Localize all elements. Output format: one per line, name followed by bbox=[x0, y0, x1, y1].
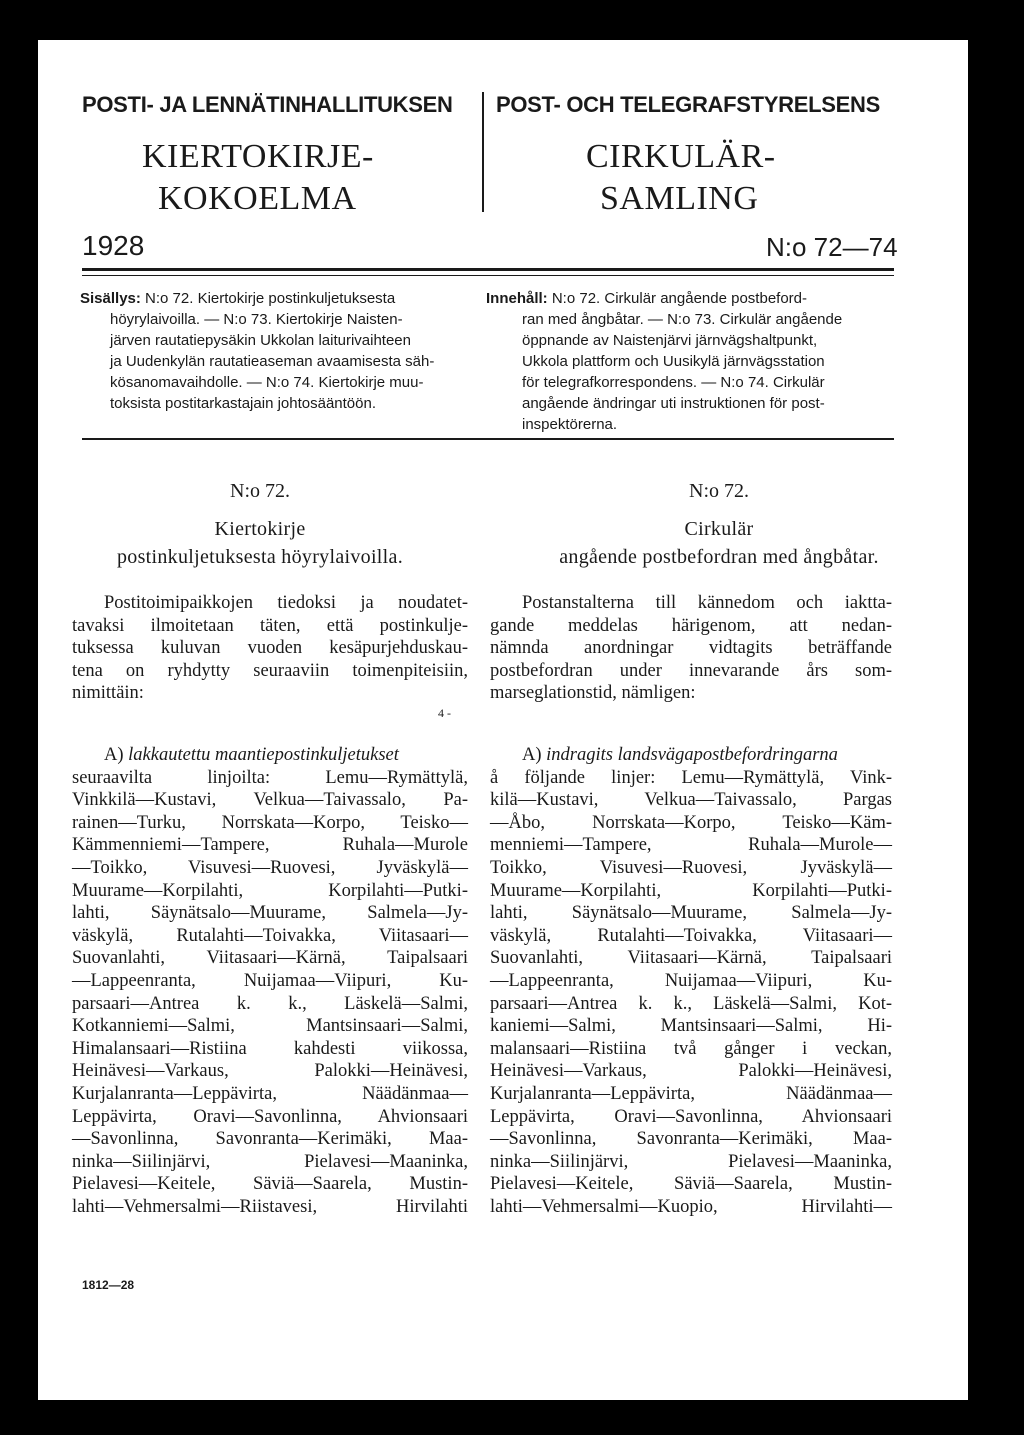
swedish-intro-line: Postanstalterna till kännedom och iaktta- bbox=[522, 593, 892, 613]
finnish-section-a-line: Vinkkilä—Kustavi, Velkua—Taivassalo, Pa- bbox=[72, 790, 468, 811]
finnish-section-a-heading: lakkautettu maantiepostinkuljetukset bbox=[128, 745, 399, 765]
swedish-contents bbox=[486, 288, 906, 435]
finnish-circular-number: N:o 72. bbox=[230, 480, 290, 502]
swedish-section-a-line: menniemi—Tampere, Ruhala—Murole— bbox=[490, 835, 892, 856]
swedish-section-a-line: —Åbo, Norrskata—Korpo, Teisko—Käm- bbox=[490, 812, 892, 833]
swedish-section-a-line: ninka—Siilinjärvi, Pielavesi—Maaninka, bbox=[490, 1151, 892, 1172]
finnish-section-a-line: lahti—Vehmersalmi—Riistavesi, Hirvilahti bbox=[72, 1196, 468, 1217]
swedish-section-a-line: kilä—Kustavi, Velkua—Taivassalo, Pargas bbox=[490, 790, 892, 811]
document-page bbox=[38, 40, 968, 1400]
swedish-section-a-line: Muurame—Korpilahti, Korpilahti—Putki- bbox=[490, 880, 892, 901]
swedish-section-a-line: Toikko, Visuvesi—Ruovesi, Jyväskylä— bbox=[490, 857, 892, 878]
swedish-section-a-line: kaniemi—Salmi, Mantsinsaari—Salmi, Hi- bbox=[490, 1016, 892, 1037]
publication-year: 1928 bbox=[82, 230, 145, 261]
finnish-section-a-line: lahti, Säynätsalo—Muurame, Salmela—Jy- bbox=[72, 903, 468, 924]
finnish-circular-subtitle: postinkuljetuksesta höyrylaivoilla. bbox=[116, 546, 404, 568]
swedish-section-a-line: —Savonlinna, Savonranta—Kerimäki, Maa- bbox=[490, 1129, 892, 1150]
swedish-section-a-line: Heinävesi—Varkaus, Palokki—Heinävesi, bbox=[490, 1061, 892, 1082]
swedish-section-a-line: lahti, Säynätsalo—Muurame, Salmela—Jy- bbox=[490, 903, 892, 924]
swedish-section-a-line: —Lappeenranta, Nuijamaa—Viipuri, Ku- bbox=[490, 970, 892, 991]
finnish-contents-line: N:o 72. Kiertokirje postinkuljetuksesta bbox=[145, 290, 396, 307]
swedish-contents-line: N:o 72. Cirkulär angående postbeford- bbox=[551, 290, 807, 307]
print-code: 1812—28 bbox=[82, 1278, 135, 1292]
contents-rule bbox=[82, 438, 894, 440]
swedish-circular-subtitle: angående postbefordran med ångbåtar. bbox=[559, 546, 879, 568]
swedish-title-line2: SAMLING bbox=[600, 180, 759, 217]
finnish-section-a-line: rainen—Turku, Norrskata—Korpo, Teisko— bbox=[72, 812, 468, 833]
swedish-section-a-line: lahti—Vehmersalmi—Kuopio, Hirvilahti— bbox=[490, 1196, 892, 1217]
finnish-intro-line: tavaksi ilmoitetaan täten, että postinkulje- bbox=[72, 615, 468, 636]
finnish-section-a-line: väskylä, Rutalahti—Toivakka, Viitasaari— bbox=[72, 925, 468, 946]
finnish-contents-line: kösanomavaihdolle. — N:o 74. Kiertokirje muu- bbox=[110, 374, 424, 391]
finnish-intro-line: tena on ryhdytty seuraaviin toimenpiteisiin, bbox=[72, 660, 468, 681]
finnish-section-a-line: —Toikko, Visuvesi—Ruovesi, Jyväskylä— bbox=[72, 857, 468, 878]
finnish-section-a-line: Leppävirta, Oravi—Savonlinna, Ahvionsaari bbox=[72, 1106, 468, 1127]
finnish-section-a-line: Kämmenniemi—Tampere, Ruhala—Murole bbox=[72, 835, 468, 856]
finnish-section-a-line: —Savonlinna, Savonranta—Kerimäki, Maa- bbox=[72, 1129, 468, 1150]
finnish-section-a-line: Pielavesi—Keitele, Säviä—Saarela, Mustin- bbox=[72, 1174, 468, 1195]
finnish-title-line1: KIERTOKIRJE- bbox=[142, 138, 374, 175]
finnish-section-a-line: Suovanlahti, Viitasaari—Kärnä, Taipalsaari bbox=[72, 948, 468, 969]
swedish-intro-line: gande meddelas härigenom, att nedan- bbox=[490, 615, 892, 636]
finnish-contents-line: höyrylaivoilla. — N:o 73. Kiertokirje Naisten- bbox=[110, 311, 403, 328]
swedish-contents-line: för telegrafkorrespondens. — N:o 74. Cirkulär bbox=[522, 374, 825, 391]
swedish-authority-heading: POST- OCH TELEGRAFSTYRELSENS bbox=[496, 92, 880, 117]
swedish-contents-line: inspektörerna. bbox=[522, 416, 618, 433]
swedish-section-a bbox=[490, 744, 892, 1218]
finnish-authority-heading: POSTI- JA LENNÄTINHALLITUKSEN bbox=[82, 92, 453, 117]
finnish-intro-paragraph bbox=[72, 592, 468, 705]
finnish-circular-title: Kiertokirje bbox=[214, 518, 306, 540]
swedish-section-a-line: väskylä, Rutalahti—Toivakka, Viitasaari— bbox=[490, 925, 892, 946]
margin-mark: 4 - bbox=[438, 706, 451, 720]
masthead-rule-thin bbox=[82, 275, 894, 276]
finnish-section-a-line: Kurjalanranta—Leppävirta, Näädänmaa— bbox=[72, 1083, 468, 1104]
circular-number-range: N:o 72—74 bbox=[766, 232, 898, 262]
finnish-section-a-prefix: A) bbox=[104, 745, 124, 765]
swedish-section-a-line: Pielavesi—Keitele, Säviä—Saarela, Mustin- bbox=[490, 1174, 892, 1195]
finnish-intro-line: Postitoimipaikkojen tiedoksi ja noudatet- bbox=[104, 593, 468, 613]
swedish-circular-title: Cirkulär bbox=[684, 518, 754, 540]
finnish-section-a-line: Kotkanniemi—Salmi, Mantsinsaari—Salmi, bbox=[72, 1016, 468, 1037]
finnish-contents-line: ja Uudenkylän rautatieaseman avaamisesta säh- bbox=[110, 353, 435, 370]
swedish-section-a-line: Suovanlahti, Viitasaari—Kärnä, Taipalsaari bbox=[490, 948, 892, 969]
masthead-rule-thick bbox=[82, 268, 894, 271]
swedish-circular-number: N:o 72. bbox=[689, 480, 749, 502]
swedish-section-a-line: Kurjalanranta—Leppävirta, Näädänmaa— bbox=[490, 1083, 892, 1104]
finnish-intro-line: tuksessa kuluvan vuoden kesäpurjehduskau- bbox=[72, 638, 468, 659]
swedish-section-a-line: å följande linjer: Lemu—Rymättylä, Vink- bbox=[490, 767, 892, 788]
finnish-title-line2: KOKOELMA bbox=[158, 180, 357, 217]
swedish-intro-line: postbefordran under innevarande års som- bbox=[490, 660, 892, 681]
finnish-section-a-line: —Lappeenranta, Nuijamaa—Viipuri, Ku- bbox=[72, 970, 468, 991]
finnish-section-a-line: Himalansaari—Ristiina kahdesti viikossa, bbox=[72, 1038, 468, 1059]
swedish-title-line1: CIRKULÄR- bbox=[586, 138, 776, 175]
finnish-section-a-line: Heinävesi—Varkaus, Palokki—Heinävesi, bbox=[72, 1061, 468, 1082]
finnish-contents bbox=[80, 288, 474, 414]
finnish-contents-line: järven rautatiepysäkin Ukkolan laiturivaihteen bbox=[110, 332, 411, 349]
swedish-contents-label: Innehåll: bbox=[486, 290, 548, 307]
swedish-intro-line: nämnda anordningar vidtagits beträffande bbox=[490, 638, 892, 659]
finnish-section-a bbox=[72, 744, 468, 1218]
masthead-divider bbox=[482, 92, 484, 212]
finnish-contents-line: toksista postitarkastajain johtosääntöön. bbox=[110, 395, 376, 412]
swedish-section-a-line: malansaari—Ristiina två gånger i veckan, bbox=[490, 1038, 892, 1059]
finnish-section-a-line: seuraavilta linjoilta: Lemu—Rymättylä, bbox=[72, 767, 468, 788]
swedish-section-a-line: Leppävirta, Oravi—Savonlinna, Ahvionsaari bbox=[490, 1106, 892, 1127]
finnish-section-a-line: Muurame—Korpilahti, Korpilahti—Putki- bbox=[72, 880, 468, 901]
swedish-section-a-prefix: A) bbox=[522, 745, 542, 765]
finnish-intro-line: nimittäin: bbox=[72, 683, 144, 704]
swedish-intro-line: marseglationstid, nämligen: bbox=[490, 683, 696, 704]
finnish-section-a-line: ninka—Siilinjärvi, Pielavesi—Maaninka, bbox=[72, 1151, 468, 1172]
finnish-section-a-line: parsaari—Antrea k. k., Läskelä—Salmi, bbox=[72, 993, 468, 1014]
swedish-intro-paragraph bbox=[490, 592, 892, 705]
swedish-contents-line: angående ändringar uti instruktionen för post- bbox=[522, 395, 825, 412]
swedish-contents-line: ran med ångbåtar. — N:o 73. Cirkulär angående bbox=[522, 311, 843, 328]
swedish-contents-line: Ukkola plattform och Uusikylä järnvägsstation bbox=[522, 353, 825, 370]
finnish-contents-label: Sisällys: bbox=[80, 290, 141, 307]
swedish-section-a-heading: indragits landsvägapostbefordringarna bbox=[546, 745, 838, 765]
swedish-section-a-line: parsaari—Antrea k. k., Läskelä—Salmi, Kot- bbox=[490, 993, 892, 1014]
swedish-contents-line: öppnande av Naistenjärvi järnvägshaltpunkt, bbox=[522, 332, 818, 349]
